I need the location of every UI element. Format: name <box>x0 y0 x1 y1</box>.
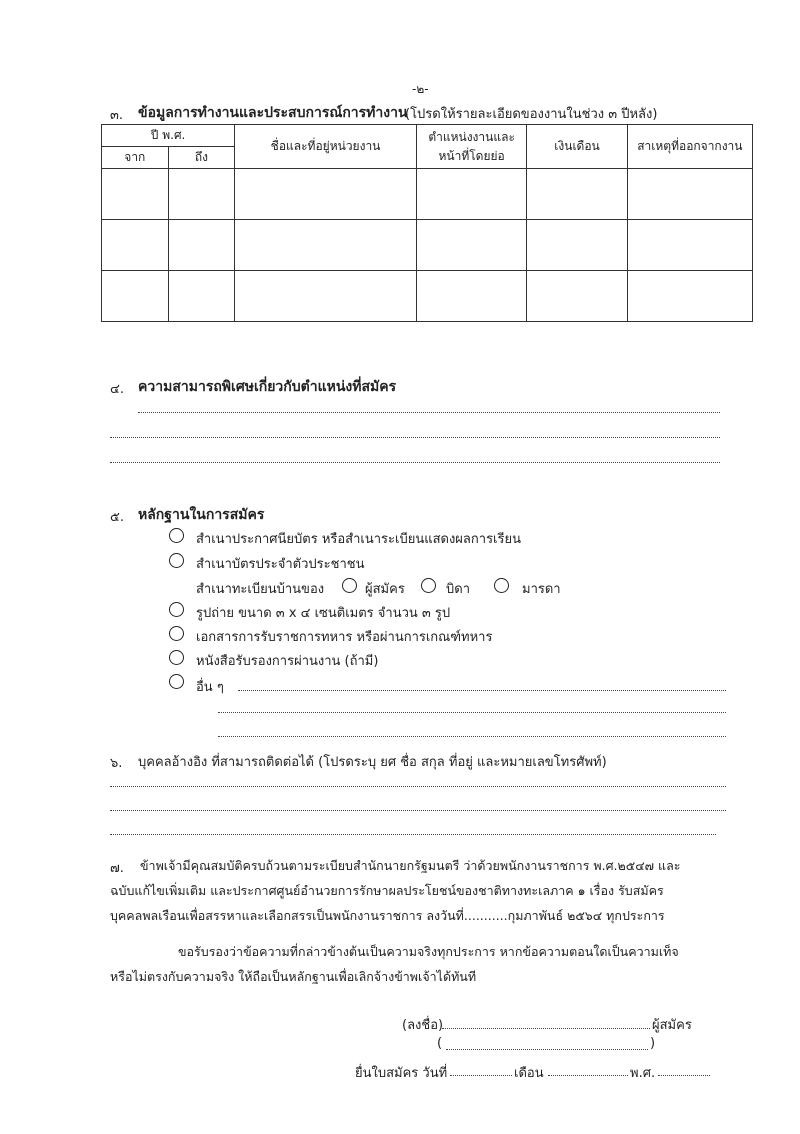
year-label: พ.ศ. <box>630 1066 656 1081</box>
checkbox-photo[interactable] <box>169 602 184 617</box>
checkbox-id-card[interactable] <box>169 553 184 568</box>
work-experience-table <box>101 124 753 322</box>
section-4-line-2[interactable] <box>110 437 720 438</box>
cell-to[interactable] <box>168 169 235 220</box>
year-header: ปี พ.ศ. <box>102 125 235 147</box>
salary-header: เงินเดือน <box>527 125 627 169</box>
cell-reason[interactable] <box>627 169 752 220</box>
cell-from[interactable] <box>102 271 169 322</box>
checkbox-transcript[interactable] <box>169 528 184 543</box>
checkbox-other[interactable] <box>169 674 184 689</box>
month-label: เดือน <box>514 1066 544 1081</box>
item-photo: รูปถ่าย ขนาด ๓ x ๔ เซนติเมตร จำนวน ๓ รูป <box>196 606 451 621</box>
applicant-label: ผู้สมัคร <box>652 1018 692 1033</box>
section-4-title: ความสามารถพิเศษเกี่ยวกับตำแหน่งที่สมัคร <box>138 379 397 395</box>
item-military: เอกสารการรับราชการทหาร หรือผ่านการเกณฑ์ทหาร <box>196 630 493 645</box>
position-header-line2: หน้าที่โดยย่อ <box>438 148 505 163</box>
month-line[interactable] <box>548 1075 628 1076</box>
cell-to[interactable] <box>168 220 235 271</box>
cell-position[interactable] <box>416 220 526 271</box>
section-3-number: ๓. <box>110 108 124 123</box>
other-line-1[interactable] <box>238 690 726 691</box>
cell-salary[interactable] <box>527 271 627 322</box>
certify-line-2: หรือไม่ตรงกับความจริง ให้ถือเป็นหลักฐานเพื่อเลิกจ้างข้าพเจ้าได้ทันที <box>110 969 477 984</box>
reference-line-1[interactable] <box>110 786 726 787</box>
checkbox-military[interactable] <box>169 626 184 641</box>
section-5-title: หลักฐานในการสมัคร <box>138 507 265 523</box>
cell-reason[interactable] <box>627 220 752 271</box>
cell-salary[interactable] <box>527 220 627 271</box>
to-header: ถึง <box>168 147 235 169</box>
option-applicant: ผู้สมัคร <box>365 582 405 597</box>
name-open-paren: ( <box>437 1036 443 1051</box>
section-4-number: ๔. <box>110 382 124 397</box>
cell-org[interactable] <box>235 271 417 322</box>
checkbox-work-certificate[interactable] <box>169 650 184 665</box>
section-4-line-3[interactable] <box>110 462 720 463</box>
section-7-line-2: ฉบับแก้ไขเพิ่มเติม และประกาศศูนย์อำนวยการรักษาผลประโยชน์ของชาติทางทะเลภาค ๑ เรื่อง รับสมัคร <box>110 883 664 898</box>
position-header-line1: ตำแหน่งงานและ <box>428 129 515 144</box>
reference-line-2[interactable] <box>110 810 726 811</box>
from-header: จาก <box>102 147 169 169</box>
cell-salary[interactable] <box>527 169 627 220</box>
cell-org[interactable] <box>235 220 417 271</box>
table-row <box>102 220 753 271</box>
cell-org[interactable] <box>235 169 417 220</box>
option-mother: มารดา <box>522 582 561 597</box>
section-7-line-1: ข้าพเจ้ามีคุณสมบัติครบถ้วนตามระเบียบสำนักนายกรัฐมนตรี ว่าด้วยพนักงานราชการ พ.ศ.๒๕๔๗ และ <box>140 858 681 873</box>
table-row <box>102 169 753 220</box>
section-3-note: (โปรดให้รายละเอียดของงานในช่วง ๓ ปีหลัง) <box>405 107 658 122</box>
org-header: ชื่อและที่อยู่หน่วยงาน <box>235 125 417 169</box>
cell-to[interactable] <box>168 271 235 322</box>
item-work-certificate: หนังสือรับรองการผ่านงาน (ถ้ามี) <box>196 654 379 669</box>
other-line-3[interactable] <box>218 736 726 737</box>
radio-mother[interactable] <box>494 578 509 593</box>
option-father: บิดา <box>446 582 470 597</box>
section-5-number: ๕. <box>110 510 124 525</box>
item-transcript: สำเนาประกาศนียบัตร หรือสำเนาระเบียนแสดงผลการเรียน <box>196 532 521 547</box>
name-close-paren: ) <box>650 1036 656 1051</box>
reason-header: สาเหตุที่ออกจากงาน <box>627 125 752 169</box>
day-line[interactable] <box>450 1075 512 1076</box>
reference-line-3[interactable] <box>110 834 716 835</box>
section-4-line-1[interactable] <box>138 412 720 413</box>
position-header <box>416 125 526 169</box>
table-row <box>102 271 753 322</box>
section-6-number: ๖. <box>110 756 123 771</box>
submit-date-label: ยื่นใบสมัคร วันที่ <box>355 1066 448 1081</box>
cell-from[interactable] <box>102 220 169 271</box>
section-6-text: บุคคลอ้างอิง ที่สามารถติดต่อได้ (โปรดระบุ ยศ ชื่อ สกุล ที่อยู่ และหมายเลขโทรศัพท์) <box>138 755 607 770</box>
cell-position[interactable] <box>416 271 526 322</box>
cell-from[interactable] <box>102 169 169 220</box>
signature-line[interactable] <box>442 1028 650 1029</box>
year-line[interactable] <box>658 1075 710 1076</box>
other-line-2[interactable] <box>218 712 726 713</box>
cell-position[interactable] <box>416 169 526 220</box>
name-line[interactable] <box>446 1049 648 1050</box>
certify-line-1: ขอรับรองว่าข้อความที่กล่าวข้างต้นเป็นความจริงทุกประการ หากข้อความตอนใดเป็นความเท็จ <box>178 944 679 959</box>
cell-reason[interactable] <box>627 271 752 322</box>
page-number: -๒- <box>412 82 429 96</box>
radio-applicant[interactable] <box>342 578 357 593</box>
house-registration-label: สำเนาทะเบียนบ้านของ <box>196 582 325 597</box>
radio-father[interactable] <box>421 578 436 593</box>
section-7-number: ๗. <box>110 861 124 876</box>
item-id-card: สำเนาบัตรประจำตัวประชาชน <box>196 557 365 572</box>
section-3-title: ข้อมูลการทำงานและประสบการณ์การทำงาน <box>138 105 408 121</box>
sign-label: (ลงชื่อ) <box>402 1018 444 1033</box>
section-7-line-3: บุคคลพลเรือนเพื่อสรรหาและเลือกสรรเป็นพนักงานราชการ ลงวันที่...........กุมภาพันธ์ ๒๕๖๔ ทุกประการ <box>110 908 665 923</box>
item-other: อื่น ๆ <box>196 680 224 695</box>
